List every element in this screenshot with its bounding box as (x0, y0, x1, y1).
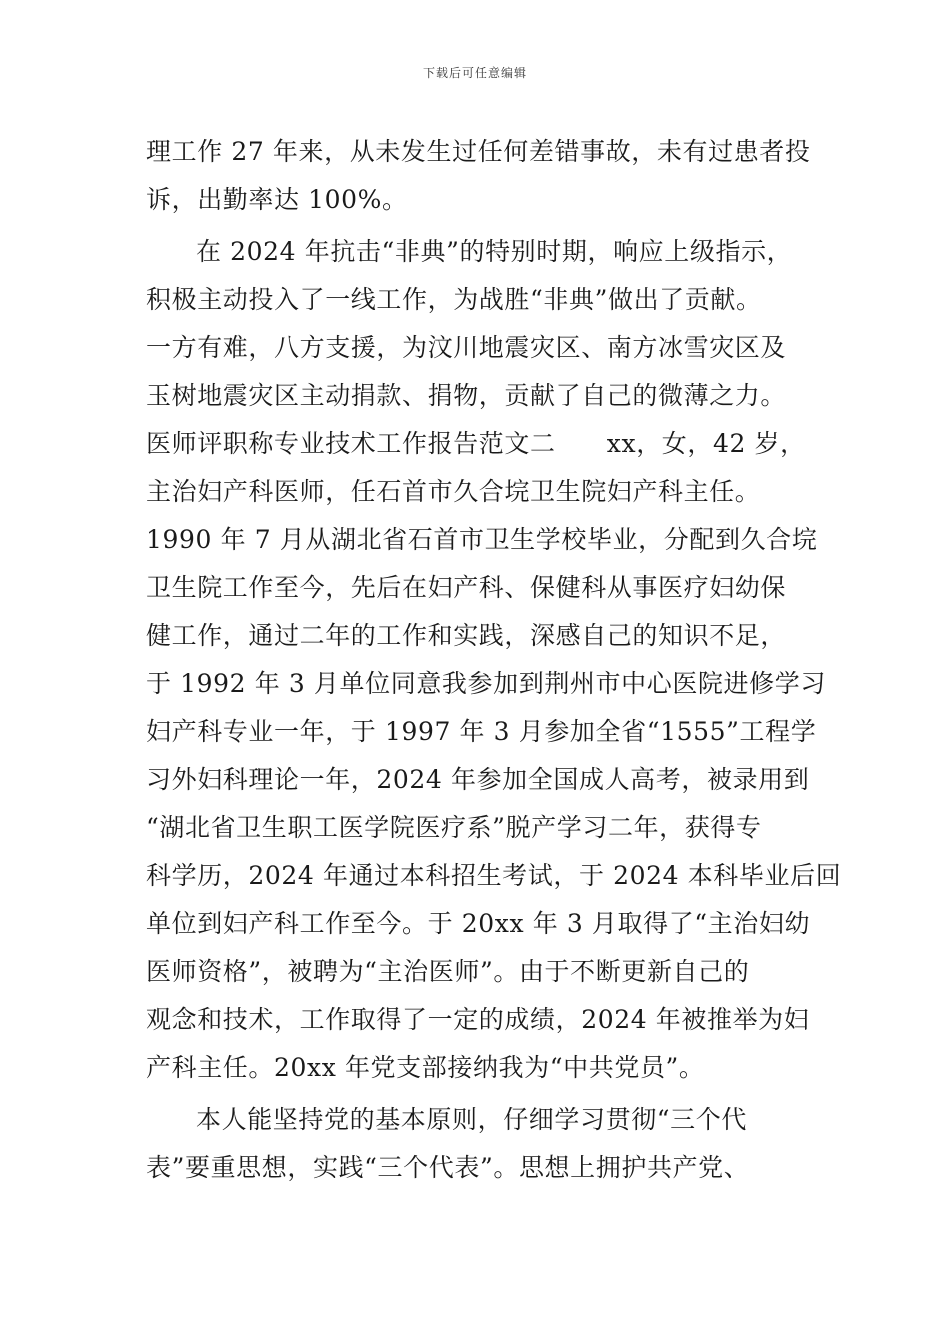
page-header-note: 下载后可任意编辑 (422, 66, 527, 80)
text-line: 观念和技术，工作取得了一定的成绩，2024 年被推举为妇 (146, 1005, 810, 1034)
text-line: 单位到妇产科工作至今。于 20xx 年 3 月取得了“主治妇幼 (146, 909, 811, 938)
text-line: 1990 年 7 月从湖北省石首市卫生学校毕业，分配到久合垸 (146, 525, 818, 554)
text-line: 产科主任。20xx 年党支部接纳我为“中共党员”。 (146, 1053, 705, 1082)
text-line: 医师评职称专业技术工作报告范文二 xx，女，42 岁， (146, 429, 806, 458)
text-line: 科学历，2024 年通过本科招生考试，于 2024 本科毕业后回 (146, 861, 842, 890)
text-line: 健工作，通过二年的工作和实践，深感自己的知识不足， (146, 621, 787, 650)
text-line: 医师资格”，被聘为“主治医师”。由于不断更新自己的 (146, 957, 750, 986)
text-line: 卫生院工作至今，先后在妇产科、保健科从事医疗妇幼保 (146, 573, 787, 602)
text-line: 习外妇科理论一年，2024 年参加全国成人高考，被录用到 (146, 765, 810, 794)
text-line: 理工作 27 年来，从未发生过任何差错事故，未有过患者投 (146, 137, 811, 166)
text-line: 在 2024 年抗击“非典”的特别时期，响应上级指示， (196, 237, 793, 266)
text-line: 一方有难，八方支援，为汶川地震灾区、南方冰雪灾区及 (146, 333, 787, 362)
text-line: “湖北省卫生职工医学院医疗系”脱产学习二年，获得专 (146, 813, 762, 842)
document-body (146, 128, 842, 1192)
text-line: 本人能坚持党的基本原则，仔细学习贯彻“三个代 (196, 1105, 747, 1134)
text-line: 妇产科专业一年，于 1997 年 3 月参加全省“1555”工程学 (146, 717, 817, 746)
text-line: 诉，出勤率达 100%。 (146, 185, 408, 214)
text-line: 玉树地震灾区主动捐款、捐物，贡献了自己的微薄之力。 (146, 381, 787, 410)
text-line: 主治妇产科医师，任石首市久合垸卫生院妇产科主任。 (146, 477, 761, 506)
text-line: 表”要重思想，实践“三个代表”。思想上拥护共产党、 (146, 1153, 750, 1182)
text-line: 于 1992 年 3 月单位同意我参加到荆州市中心医院进修学习 (146, 669, 826, 698)
text-line: 积极主动投入了一线工作，为战胜“非典”做出了贡献。 (146, 285, 762, 314)
